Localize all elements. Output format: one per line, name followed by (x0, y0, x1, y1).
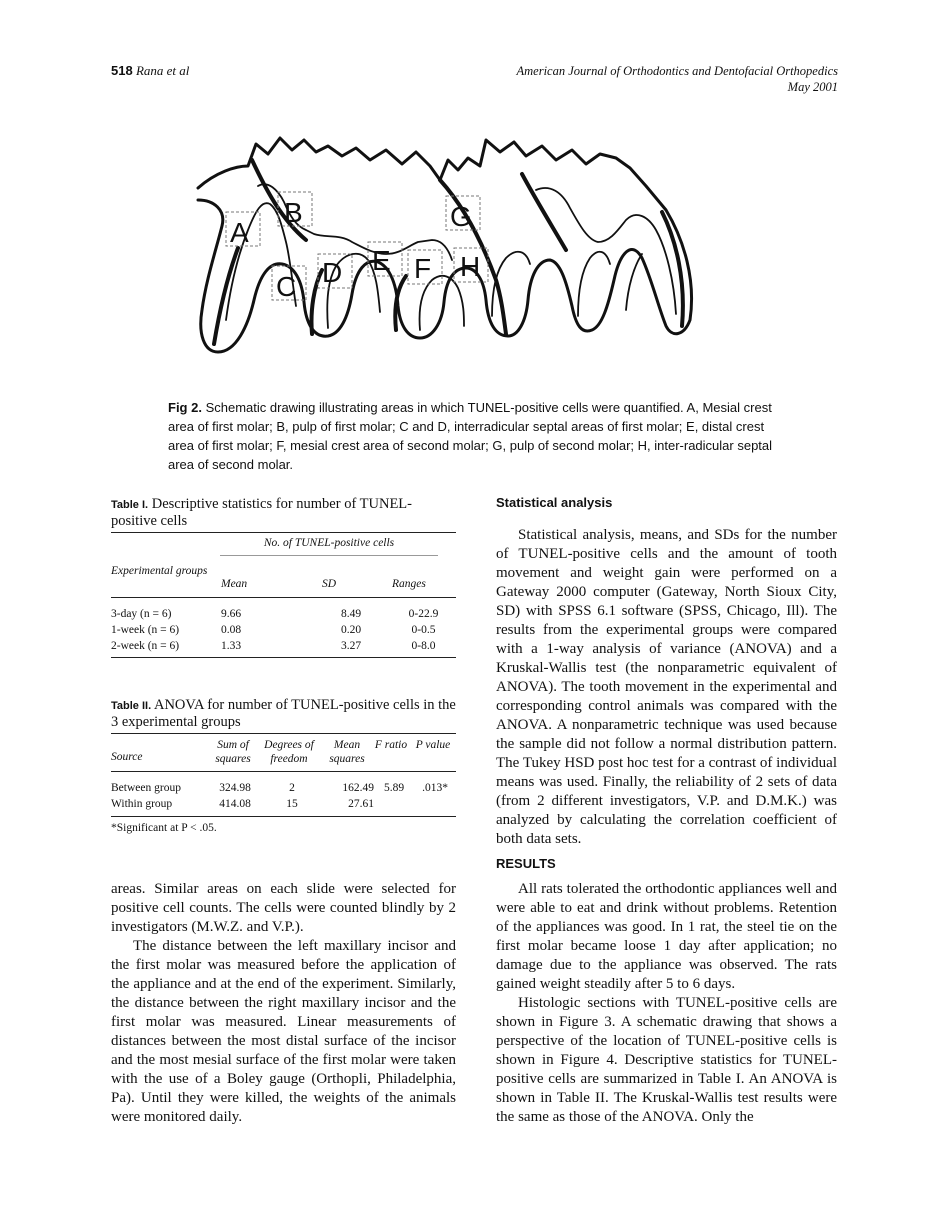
table-cell: 0-22.9 (408, 608, 439, 620)
table-cell: 3.27 (340, 640, 362, 652)
running-header-right (418, 63, 838, 95)
table-cell: 324.98 (219, 782, 251, 794)
table-cell: 27.61 (348, 798, 374, 810)
section-heading-results: RESULTS (496, 856, 556, 871)
table-cell: 1.33 (221, 640, 242, 652)
table-cell: 0-0.5 (411, 624, 436, 636)
table-cell: 1-week (n = 6) (111, 624, 180, 636)
table2-col-sum: Sum of squares (215, 739, 251, 765)
figure-label-g: G (450, 201, 472, 232)
table-cell: 9.66 (221, 608, 242, 620)
table2-body (111, 780, 456, 812)
table-row (111, 796, 456, 812)
table-cell: 0.20 (340, 624, 362, 636)
running-authors: Rana et al (135, 63, 190, 78)
table-cell: 0-8.0 (411, 640, 436, 652)
table2-bottom-rule (111, 816, 456, 817)
table2-col-f: F ratio (374, 739, 408, 751)
left-paragraph-2: The distance between the left maxillary incisor and the first molar was measured before the application of the appliance and at the end of the experiment. Similarly, the distance between the right maxillary incisor and the first molar was measured. Linear measurements of distances between the most distal surface of the incisor and the most mesial surface of the first molar were taken with the use of a Boley gauge (Orthopli, Philadelphia, Pa). Until they were killed, the weights of the animals were monitored daily. (111, 938, 456, 1125)
right-paragraph-1: Statistical analysis, means, and SDs for the number of TUNEL-positive cells and the amount of tooth movement and weight gain were performed on a Gateway 2000 computer (Gateway, North Sioux City, SD) with SPSS 6.1 software (SPSS, Chicago, Ill). The results from the experimental groups were compared with a 1-way analysis of variance (ANOVA) and a Kruskal-Wallis test (the nonparametric equivalent of ANOVA). The tooth movement in the experimental and corresponding control animals was compared with the ANOVA. A nonparametric technique was used because the sample did not follow a normal distribution pattern. The Tukey HSD post hoc test for a contrast of individual means was used. Finally, the reliability of 2 sets of data (from 2 different investigators, V.P. and D.M.K.) was analyzed by calculating the correlation coefficient of both data sets. (496, 527, 837, 847)
table-cell: .013* (422, 782, 448, 794)
right-paragraph-2: All rats tolerated the orthodontic appliances well and were able to eat and drink without problems. Retention of the appliances was good. In 1 rat, the steel tie on the first molar became loose 1 day after application; no damage due to the appliance was observed. The rats gained weight steadily after 5 to 6 days. (496, 881, 837, 992)
table-row (111, 780, 456, 796)
table1-label: Table I. (111, 499, 149, 511)
table2-footnote: *Significant at P < .05. (111, 822, 217, 834)
table-cell: 3-day (n = 6) (111, 608, 172, 620)
table2-col-p: P value (415, 739, 451, 751)
right-column-stats-text (496, 526, 837, 849)
caption-text: Schematic drawing illustrating areas in which TUNEL-positive cells were quantified. A, Mesial crest area of first molar; B, pulp of first molar; C and D, interradicular septal areas of first molar; E, distal crest area of first molar; F, mesial crest area of second molar; G, pulp of second molar; H, inter-radicular septal area of second molar. (168, 400, 773, 472)
table1-title-text: Descriptive statistics for number of TUNEL-positive cells (111, 496, 412, 529)
table2-col-df: Degrees of freedom (264, 739, 314, 765)
table1-col-ranges: Ranges (392, 578, 426, 590)
molar-schematic-figure (196, 130, 706, 370)
table-cell (374, 796, 414, 812)
figure-label-h: H (460, 251, 481, 282)
table-cell: 2-week (n = 6) (111, 640, 180, 652)
table-cell: Between group (111, 782, 181, 794)
table2-header-rule (111, 771, 456, 772)
table1-bottom-rule (111, 657, 456, 658)
table1-group-rule (220, 555, 438, 556)
figure-label-e: E (372, 245, 391, 276)
table-row (111, 606, 456, 622)
table1-col-mean: Mean (221, 578, 248, 590)
table1-col-groups: Experimental groups (111, 565, 208, 577)
left-column-text (111, 880, 456, 1127)
caption-label: Fig 2. (168, 400, 202, 415)
table-cell: 5.89 (383, 782, 405, 794)
table1-header-rule (111, 597, 456, 598)
table1-body (111, 606, 456, 654)
table-cell: 8.49 (340, 608, 362, 620)
figure-label-d: D (322, 257, 343, 288)
figure-label-b: B (284, 197, 303, 228)
table-cell: 414.08 (219, 798, 251, 810)
section-heading-statistical-analysis: Statistical analysis (496, 495, 613, 510)
figure-label-c: C (276, 271, 297, 302)
figure-label-a: A (230, 217, 249, 248)
page-number: 518 (111, 63, 133, 78)
right-paragraph-3: Histologic sections with TUNEL-positive cells are shown in Figure 3. A schematic drawing that shows a perspective of the location of TUNEL-positive cells is shown in Figure 4. Descriptive statistics for TUNEL-positive cells are summarized in Table I. An ANOVA is shown in Table II. The Kruskal-Wallis test results were the same as those of the ANOVA. Only the (496, 995, 837, 1125)
table1-col-sd: SD (322, 578, 337, 590)
table2-title (111, 697, 456, 730)
table-cell (414, 796, 456, 812)
running-header-left (111, 63, 189, 79)
table-row (111, 638, 456, 654)
figure-label-f: F (414, 253, 432, 284)
table2-label: Table II. (111, 700, 152, 712)
left-paragraph-1: areas. Similar areas on each slide were selected for positive cell counts. The cells were counted blindly by 2 investigators (M.W.Z. and V.P.). (111, 881, 456, 935)
table-cell: 15 (286, 798, 298, 810)
table1-group-header: No. of TUNEL-positive cells (263, 537, 395, 549)
table-cell: 162.49 (342, 782, 374, 794)
table-cell: 2 (289, 782, 295, 794)
table1-title (111, 496, 456, 529)
issue-date: May 2001 (787, 80, 838, 94)
journal-name: American Journal of Orthodontics and Dentofacial Orthopedics (516, 64, 838, 78)
right-column-results-text (496, 880, 837, 1127)
table2-col-source: Source (111, 751, 143, 763)
table-row (111, 622, 456, 638)
table2-top-rule (111, 733, 456, 734)
table2-col-mean: Mean squares (329, 739, 365, 765)
table-cell: Within group (111, 798, 173, 810)
table1-top-rule (111, 532, 456, 533)
pulp-outline-second-molar (492, 188, 676, 316)
figure-caption (168, 398, 788, 474)
table2-title-text: ANOVA for number of TUNEL-positive cells in the 3 experimental groups (111, 697, 456, 730)
table-cell: 0.08 (221, 624, 242, 636)
